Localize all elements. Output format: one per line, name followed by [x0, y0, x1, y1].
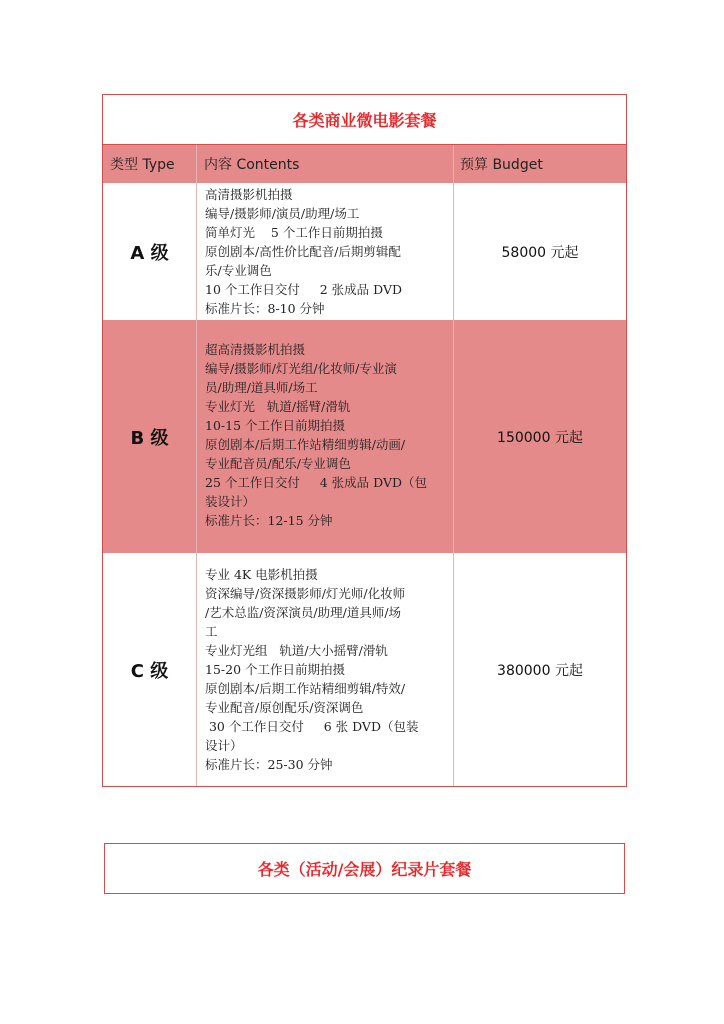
- content-line: 标准片长：8-10 分钟: [205, 301, 325, 316]
- content-line: 标准片长：25-30 分钟: [205, 757, 333, 772]
- content-line: 员/助理/道具师/场工: [205, 380, 318, 395]
- budget-value: 150000 元起: [497, 429, 583, 446]
- table-title: 各类商业微电影套餐: [103, 95, 626, 145]
- level-label: A 级: [103, 183, 197, 320]
- table-row: [103, 320, 626, 553]
- header-type: 类型 Type: [103, 145, 197, 183]
- table-header-row: [103, 145, 626, 183]
- content-line: 30 个工作日交付 6 张 DVD（包装: [205, 719, 419, 734]
- content-line: 原创剧本/高性价比配音/后期剪辑配: [205, 244, 401, 259]
- content-line: 编导/摄影师/演员/助理/场工: [205, 206, 360, 221]
- header-budget: 预算 Budget: [460, 157, 543, 173]
- content-line: 标准片长：12-15 分钟: [205, 513, 333, 528]
- commercial-film-package-table: [102, 94, 627, 787]
- content-line: 专业灯光组 轨道/大小摇臂/滑轨: [205, 643, 388, 658]
- content-line: 资深编导/资深摄影师/灯光师/化妆师: [205, 586, 406, 601]
- table-row: [103, 183, 626, 320]
- header-contents: 内容 Contents: [197, 145, 454, 183]
- content-line: 专业配音/原创配乐/资深调色: [205, 700, 364, 715]
- content-line: 简单灯光 5 个工作日前期拍摄: [205, 225, 383, 240]
- content-line: 15-20 个工作日前期拍摄: [205, 662, 346, 677]
- content-line: 原创剧本/后期工作站精细剪辑/特效/: [205, 681, 406, 696]
- documentary-package-title: 各类（活动/会展）纪录片套餐: [104, 843, 625, 894]
- content-line: 装设计）: [205, 494, 256, 509]
- level-label: C 级: [103, 553, 197, 786]
- content-line: 10 个工作日交付 2 张成品 DVD: [205, 282, 402, 297]
- content-line: 专业 4K 电影机拍摄: [205, 567, 318, 582]
- budget-value: 58000 元起: [501, 244, 579, 261]
- content-line: 编导/摄影师/灯光组/化妆师/专业演: [205, 361, 397, 376]
- content-line: 原创剧本/后期工作站精细剪辑/动画/: [205, 437, 406, 452]
- content-line: 设计）: [205, 738, 243, 753]
- content-line: 专业灯光 轨道/摇臂/滑轨: [205, 399, 351, 414]
- contents-cell: [197, 320, 454, 553]
- contents-cell: [197, 553, 454, 786]
- content-line: /艺术总监/资深演员/助理/道具师/场: [205, 605, 402, 620]
- content-line: 超高清摄影机拍摄: [205, 342, 306, 357]
- table-row: [103, 553, 626, 786]
- content-line: 乐/专业调色: [205, 263, 272, 278]
- content-line: 高清摄影机拍摄: [205, 187, 293, 202]
- budget-value: 380000 元起: [497, 662, 583, 679]
- contents-cell: [197, 183, 454, 320]
- content-line: 10-15 个工作日前期拍摄: [205, 418, 346, 433]
- content-line: 专业配音员/配乐/专业调色: [205, 456, 351, 471]
- content-line: 工: [205, 624, 218, 639]
- content-line: 25 个工作日交付 4 张成品 DVD（包: [205, 475, 427, 490]
- level-label: B 级: [103, 320, 197, 553]
